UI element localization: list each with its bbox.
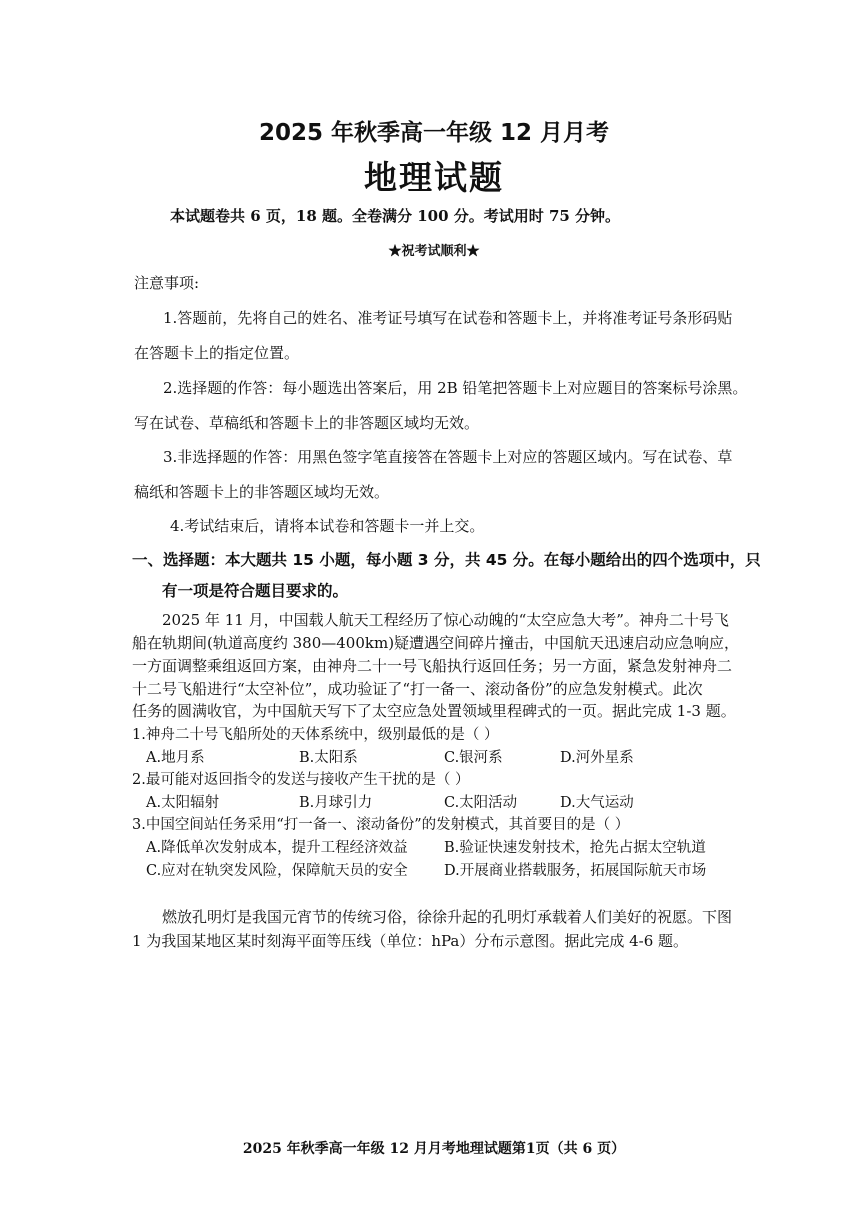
q3-option-b: B.验证快速发射技术，抢先占据太空轨道 [444,840,706,856]
note-line: 在答题卡上的指定位置。 [134,344,300,362]
q1-option-b: B.太阳系 [299,750,358,766]
exam-info: 本试题卷共 6 页，18 题。全卷满分 100 分。考试用时 75 分钟。 [170,207,621,225]
notes-heading: 注意事项: [134,274,200,292]
question-2-stem: 2.最可能对返回指令的发送与接收产生干扰的是（ ） [132,772,470,788]
q3-option-a: A.降低单次发射成本，提升工程经济效益 [146,840,408,856]
passage-line: 2025 年 11 月，中国载人航天工程经历了惊心动魄的“太空应急大考”。神舟二十号飞 [162,611,729,629]
passage-line: 船在轨期间(轨道高度约 380—400km)疑遭遇空间碎片撞击，中国航天迅速启动应急响应， [132,634,740,652]
q2-option-d: D.大气运动 [560,795,634,811]
q3-option-d: D.开展商业搭载服务，拓展国际航天市场 [444,863,707,879]
q2-option-b: B.月球引力 [299,795,373,811]
note-line: 4.考试结束后，请将本试卷和答题卡一并上交。 [170,517,485,535]
subject-title: 地理试题 [364,158,504,197]
exam-title: 2025 年秋季高一年级 12 月月考 [258,120,610,146]
passage-line: 十二号飞船进行“太空补位”，成功验证了“打一备一、滚动备份”的应急发射模式。此次 [132,680,703,698]
note-line: 2.选择题的作答：每小题选出答案后，用 2B 铅笔把答题卡上对应题目的答案标号涂黑。 [163,379,748,397]
page-footer: 2025 年秋季高一年级 12 月月考地理试题第1页（共 6 页） [242,1141,626,1157]
section-heading-cont: 有一项是符合题目要求的。 [162,582,349,600]
q2-option-a: A.太阳辐射 [146,795,220,811]
note-line: 3.非选择题的作答：用黑色签字笔直接答在答题卡上对应的答题区域内。写在试卷、草 [163,448,733,466]
passage-line: 任务的圆满收官，为中国航天写下了太空应急处置领域里程碑式的一页。据此完成 1-3 题。 [132,702,736,720]
q1-option-c: C.银河系 [444,750,503,766]
q2-option-c: C.太阳活动 [444,795,518,811]
section-heading: 一、选择题：本大题共 15 小题，每小题 3 分，共 45 分。在每小题给出的四个选项中，只 [132,551,761,569]
question-1-stem: 1.神舟二十号飞船所处的天体系统中，级别最低的是（ ） [132,727,499,743]
question-3-stem: 3.中国空间站任务采用“打一备一、滚动备份”的发射模式，其首要目的是（ ） [132,817,630,833]
passage-line: 1 为我国某地区某时刻海平面等压线（单位：hPa）分布示意图。据此完成 4-6 题。 [132,932,689,950]
note-line: 写在试卷、草稿纸和答题卡上的非答题区域均无效。 [134,414,480,432]
q3-option-c: C.应对在轨突发风险，保障航天员的安全 [146,863,408,879]
passage-line: 一方面调整乘组返回方案，由神舟二十一号飞船执行返回任务；另一方面，紧急发射神舟二 [132,657,733,675]
good-luck-line: ★祝考试顺利★ [388,244,480,259]
passage-line: 燃放孔明灯是我国元宵节的传统习俗，徐徐升起的孔明灯承载着人们美好的祝愿。下图 [162,908,733,926]
note-line: 稿纸和答题卡上的非答题区域均无效。 [134,483,390,501]
q1-option-d: D.河外星系 [560,750,634,766]
note-line: 1.答题前，先将自己的姓名、准考证号填写在试卷和答题卡上，并将准考证号条形码贴 [163,309,733,327]
q1-option-a: A.地月系 [146,750,205,766]
